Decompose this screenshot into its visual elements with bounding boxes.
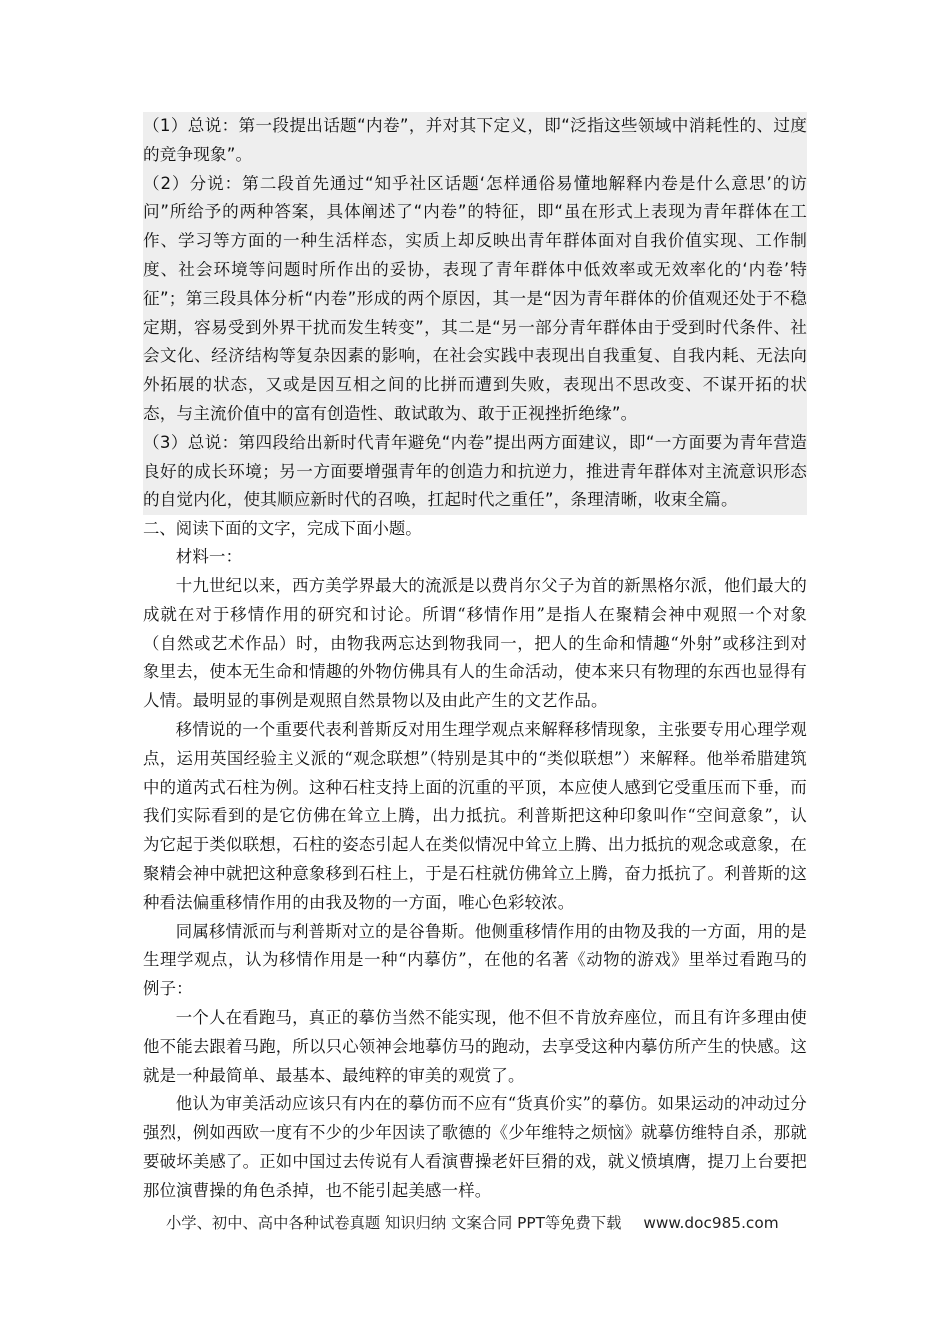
answer-summary-block	[143, 112, 807, 515]
material-block	[143, 543, 807, 1205]
section-title: 二、阅读下面的文字，完成下面小题。	[143, 519, 422, 539]
footer-site-link[interactable]: www.doc985.com	[643, 1214, 779, 1232]
material-label: 材料一：	[175, 547, 243, 567]
summary-point-3: （3）总说：第四段给出新时代青年避免“内卷”提出两方面建议，即“一方面要为青年营造良好的成长环境；另一方面要增强青年的创造力和抗逆力，推进青年群体对主流意识形态的自觉内化，使其顺应新时代的召唤，扛起时代之重任”，条理清晰，收束全篇。	[143, 432, 807, 510]
material-paragraph: 移情说的一个重要代表利普斯反对用生理学观点来解释移情现象，主张要专用心理学观点，运用英国经验主义派的“观念联想”（特别是其中的“类似联想”）来解释。他举希腊建筑中的道芮式石柱为例。这种石柱支持上面的沉重的平顶，本应使人感到它受重压而下垂，而我们实际看到的是它仿佛在耸立上腾，出力抵抗。利普斯把这种印象叫作“空间意象”，认为它起于类似联想，石柱的姿态引起人在类似情况中耸立上腾、出力抵抗的观念或意象，在聚精会神中就把这种意象移到石柱上，于是石柱就仿佛耸立上腾，奋力抵抗了。利普斯的这种看法偏重移情作用的由我及物的一方面，唯心色彩较浓。	[143, 719, 807, 912]
summary-point-1: （1）总说：第一段提出话题“内卷”，并对其下定义，即“泛指这些领域中消耗性的、过度的竞争现象”。	[143, 116, 807, 164]
page-footer	[166, 1211, 779, 1233]
material-paragraph: 同属移情派而与利普斯对立的是谷鲁斯。他侧重移情作用的由物及我的一方面，用的是生理学观点，认为移情作用是一种“内摹仿”，在他的名著《动物的游戏》里举过看跑马的例子：	[143, 921, 807, 999]
footer-text: 小学、初中、高中各种试卷真题 知识归纳 文案合同 PPT等免费下载	[166, 1214, 622, 1232]
summary-point-2: （2）分说：第二段首先通过“知乎社区话题‘怎样通俗易懂地解释内卷是什么意思’的访问”所给予的两种答案，具体阐述了“内卷”的特征，即“虽在形式上表现为青年群体在工作、学习等方面的一种生活样态，实质上却反映出青年群体面对自我价值实现、工作制度、社会环境等问题时所作出的妥协，表现了青年群体中低效率或无效率化的‘内卷’特征”；第三段具体分析“内卷”形成的两个原因，其一是“因为青年群体的价值观还处于不稳定期，容易受到外界干扰而发生转变”，其二是“另一部分青年群体由于受到时代条件、社会文化、经济结构等复杂因素的影响，在社会实践中表现出自我重复、自我内耗、无法向外拓展的状态，又或是因互相之间的比拼而遭到失败，表现出不思改变、不谋开拓的状态，与主流价值中的富有创造性、敢试敢为、敢于正视挫折绝缘”。	[143, 173, 807, 423]
material-paragraph: 十九世纪以来，西方美学界最大的流派是以费肖尔父子为首的新黑格尔派，他们最大的成就在对于移情作用的研究和讨论。所谓“移情作用”是指人在聚精会神中观照一个对象（自然或艺术作品）时，由物我两忘达到物我同一，把人的生命和情趣“外射”或移注到对象里去，使本无生命和情趣的外物仿佛具有人的生命活动，使本来只有物理的东西也显得有人情。最明显的事例是观照自然景物以及由此产生的文艺作品。	[143, 575, 807, 711]
material-quote-paragraph: 一个人在看跑马，真正的摹仿当然不能实现，他不但不肯放弃座位，而且有许多理由使他不能去跟着马跑，所以只心领神会地摹仿马的跑动，去享受这种内摹仿所产生的快感。这就是一种最简单、最基本、最纯粹的审美的观赏了。	[143, 1007, 807, 1085]
page-content	[143, 112, 807, 1205]
material-paragraph: 他认为审美活动应该只有内在的摹仿而不应有“货真价实”的摹仿。如果运动的冲动过分强烈，例如西欧一度有不少的少年因读了歌德的《少年维特之烦恼》就摹仿维特自杀，那就要破坏美感了。正如中国过去传说有人看演曹操老奸巨猾的戏，就义愤填膺，提刀上台要把那位演曹操的角色杀掉，也不能引起美感一样。	[143, 1094, 807, 1200]
